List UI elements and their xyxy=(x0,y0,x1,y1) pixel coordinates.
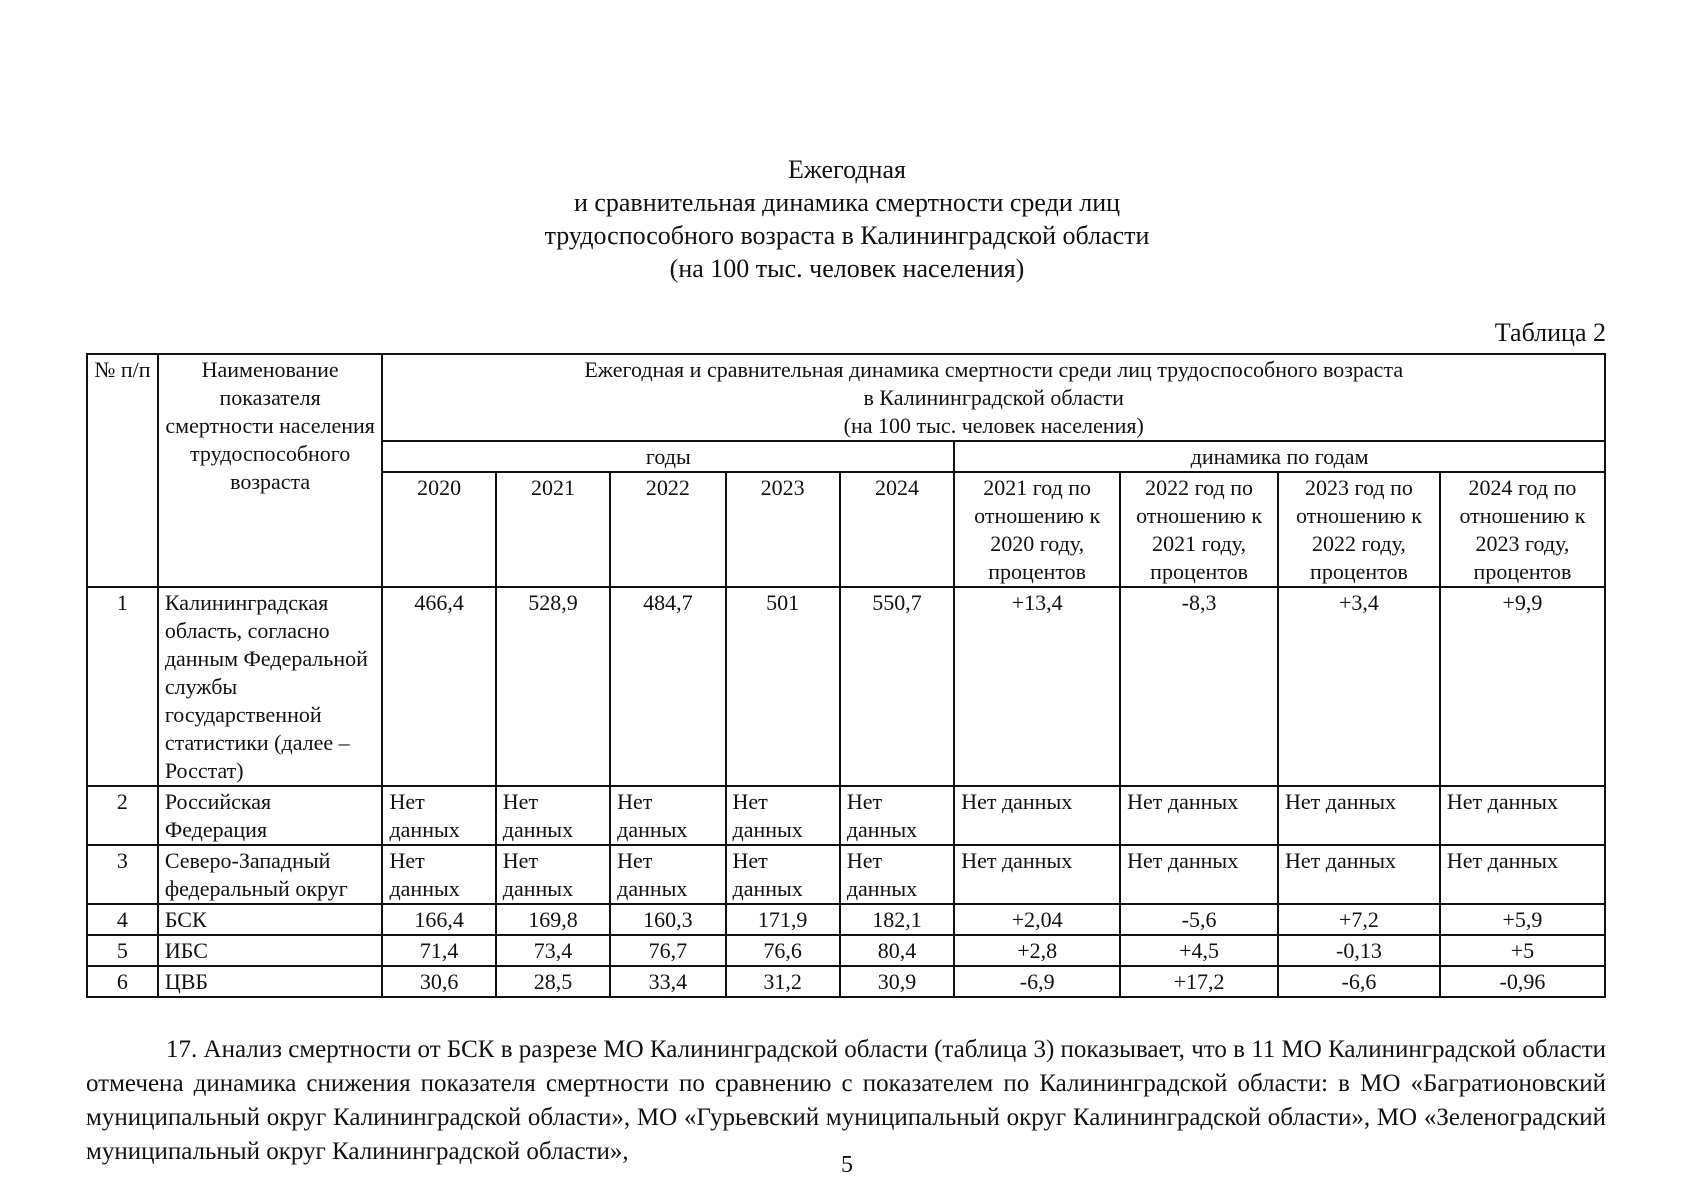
row-value: 182,1 xyxy=(840,904,954,935)
header-dynamics: 2023 год по отношению к 2022 году, процентов xyxy=(1278,472,1440,587)
row-name: Северо-Западный федеральный округ xyxy=(158,845,383,904)
row-dynamics: +17,2 xyxy=(1120,966,1278,997)
header-year: 2023 xyxy=(726,472,840,587)
row-num: 3 xyxy=(87,845,158,904)
body-paragraph: 17. Анализ смертности от БСК в разрезе МО Калининградской области (таблица 3) показывает, что в 11 МО Калининградской области отмечена динамика снижения показателя смертности по сравнению с показателем по Калининградской области: в МО «Багратионовский муниципальный округ Калининградской области», МО «Гурьевский муниципальный округ Калининградской области», МО «Зеленоградский муниципальный округ Калининградской области», xyxy=(86,1036,1606,1165)
row-dynamics: -5,6 xyxy=(1120,904,1278,935)
row-value: Нет данных xyxy=(840,786,954,845)
row-dynamics: Нет данных xyxy=(1440,786,1605,845)
row-value: 28,5 xyxy=(496,966,610,997)
row-value: 73,4 xyxy=(496,935,610,966)
row-dynamics: Нет данных xyxy=(1440,845,1605,904)
mortality-table xyxy=(86,353,1606,998)
row-value: 169,8 xyxy=(496,904,610,935)
header-dynamics: 2021 год по отношению к 2020 году, процентов xyxy=(954,472,1120,587)
header-group-line-1: Ежегодная и сравнительная динамика смертности среди лиц трудоспособного возраста xyxy=(584,357,1404,382)
row-num: 5 xyxy=(87,935,158,966)
row-dynamics: +5,9 xyxy=(1440,904,1605,935)
row-value: 80,4 xyxy=(840,935,954,966)
row-name: ИБС xyxy=(158,935,383,966)
header-group-line-2: в Калининградской области xyxy=(863,385,1124,410)
header-year: 2021 xyxy=(496,472,610,587)
row-dynamics: +5 xyxy=(1440,935,1605,966)
table-row xyxy=(87,587,1605,786)
header-group xyxy=(382,354,1605,441)
row-value: Нет данных xyxy=(496,786,610,845)
row-dynamics: Нет данных xyxy=(1120,845,1278,904)
row-num: 2 xyxy=(87,786,158,845)
row-value: 501 xyxy=(726,587,840,786)
header-name: Наименование показателя смертности населения трудоспособного возраста xyxy=(158,354,383,587)
row-value: Нет данных xyxy=(382,786,495,845)
row-value: 484,7 xyxy=(610,587,725,786)
header-year: 2020 xyxy=(382,472,495,587)
row-dynamics: +4,5 xyxy=(1120,935,1278,966)
header-dynamics-group: динамика по годам xyxy=(954,441,1605,472)
table-row xyxy=(87,935,1605,966)
header-dynamics: 2024 год по отношению к 2023 году, процентов xyxy=(1440,472,1605,587)
row-dynamics: Нет данных xyxy=(1278,845,1440,904)
row-dynamics: Нет данных xyxy=(1278,786,1440,845)
row-dynamics: Нет данных xyxy=(954,845,1120,904)
row-dynamics: -0,96 xyxy=(1440,966,1605,997)
row-dynamics: -6,9 xyxy=(954,966,1120,997)
row-name: Калининградская область, согласно данным Федеральной службы государственной статистики (далее – Росстат) xyxy=(158,587,383,786)
header-row-1 xyxy=(87,354,1605,441)
title-line-3: трудоспособного возраста в Калининградской области xyxy=(544,221,1150,250)
row-dynamics: +2,8 xyxy=(954,935,1120,966)
row-num: 4 xyxy=(87,904,158,935)
row-name: БСК xyxy=(158,904,383,935)
row-value: 76,7 xyxy=(610,935,725,966)
header-year: 2024 xyxy=(840,472,954,587)
row-value: Нет данных xyxy=(840,845,954,904)
table-row xyxy=(87,904,1605,935)
row-value: Нет данных xyxy=(726,845,840,904)
row-dynamics: -6,6 xyxy=(1278,966,1440,997)
row-dynamics: Нет данных xyxy=(1120,786,1278,845)
row-value: 30,9 xyxy=(840,966,954,997)
row-name: ЦВБ xyxy=(158,966,383,997)
header-year: 2022 xyxy=(610,472,725,587)
row-value: 466,4 xyxy=(382,587,495,786)
row-value: Нет данных xyxy=(610,845,725,904)
header-dynamics: 2022 год по отношению к 2021 году, процентов xyxy=(1120,472,1278,587)
table-row xyxy=(87,845,1605,904)
row-dynamics: +2,04 xyxy=(954,904,1120,935)
header-years-group: годы xyxy=(382,441,954,472)
row-num: 1 xyxy=(87,587,158,786)
row-dynamics: +7,2 xyxy=(1278,904,1440,935)
document-title xyxy=(0,153,1694,285)
row-value: 171,9 xyxy=(726,904,840,935)
row-value: Нет данных xyxy=(496,845,610,904)
row-value: 71,4 xyxy=(382,935,495,966)
header-group-line-3: (на 100 тыс. человек населения) xyxy=(843,413,1144,438)
row-num: 6 xyxy=(87,966,158,997)
row-value: 550,7 xyxy=(840,587,954,786)
header-num: № п/п xyxy=(87,354,158,587)
row-value: Нет данных xyxy=(382,845,495,904)
title-line-1: Ежегодная xyxy=(788,155,906,184)
row-value: 166,4 xyxy=(382,904,495,935)
row-dynamics: Нет данных xyxy=(954,786,1120,845)
table-row xyxy=(87,786,1605,845)
row-value: 528,9 xyxy=(496,587,610,786)
table-row xyxy=(87,966,1605,997)
row-value: Нет данных xyxy=(610,786,725,845)
row-dynamics: +9,9 xyxy=(1440,587,1605,786)
row-name: Российская Федерация xyxy=(158,786,383,845)
row-value: 160,3 xyxy=(610,904,725,935)
row-value: 76,6 xyxy=(726,935,840,966)
row-dynamics: +13,4 xyxy=(954,587,1120,786)
title-line-2: и сравнительная динамика смертности среди лиц xyxy=(573,188,1121,217)
row-dynamics: +3,4 xyxy=(1278,587,1440,786)
title-line-4: (на 100 тыс. человек населения) xyxy=(669,254,1025,283)
row-value: Нет данных xyxy=(726,786,840,845)
row-value: 33,4 xyxy=(610,966,725,997)
row-dynamics: -8,3 xyxy=(1120,587,1278,786)
row-value: 31,2 xyxy=(726,966,840,997)
row-value: 30,6 xyxy=(382,966,495,997)
row-dynamics: -0,13 xyxy=(1278,935,1440,966)
table-label: Таблица 2 xyxy=(1494,318,1606,347)
page-number: 5 xyxy=(841,1152,853,1178)
